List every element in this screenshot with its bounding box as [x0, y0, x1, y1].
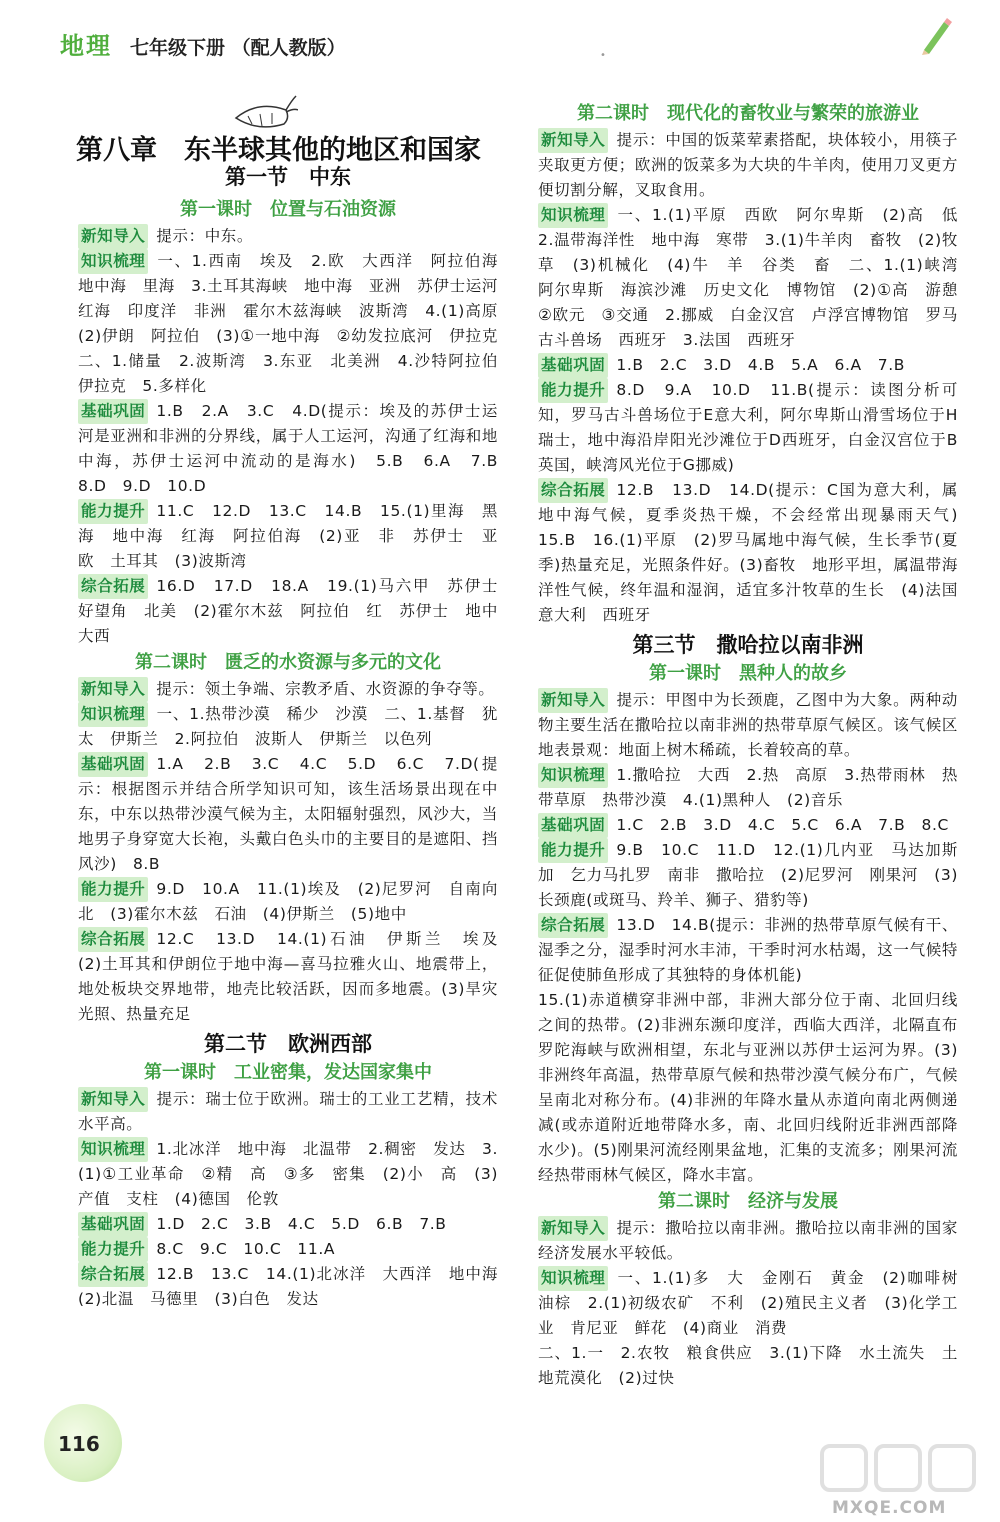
basic-text: 1.A 2.B 3.C 4.C 5.D 6.C 7.D(提示：根据图示并结合所学知识可知，该生活场景出现在中东，中东以热带沙漠气候为主，太阳辐射强烈，风沙大，当地男子身穿宽大长袍，头戴白色头巾的主要目的是遮阳、挡风沙) 8.B: [78, 755, 498, 873]
label-ability: 能力提升: [538, 838, 608, 863]
lesson-title: 第二课时 现代化的畜牧业与繁荣的旅游业: [577, 103, 919, 124]
label-basic: 基础巩固: [78, 399, 148, 424]
ability-text: 8.D 9.A 10.D 11.B(提示：读图分析可知，罗马古斗兽场位于E意大利，阿尔卑斯山滑雪场位于H瑞士，地中海沿岸阳光沙滩位于D西班牙，白金汉宫位于B英国，峡湾风光位于G挪威): [538, 381, 958, 474]
section-title: 第一节 中东: [225, 165, 351, 189]
ability-block: [538, 838, 958, 913]
watermark-text: MXQE.COM: [832, 1498, 947, 1518]
extend-block: [78, 1262, 515, 1312]
ability-text: 8.C 9.C 10.C 11.A: [156, 1240, 336, 1258]
extend-block: [78, 574, 515, 649]
label-extend: 综合拓展: [538, 913, 608, 938]
label-knowledge: 知识梳理: [78, 702, 148, 727]
knowledge-text: 一、1.(1)多 大 金刚石 黄金 (2)咖啡树 油棕 2.(1)初级农矿 不利 (2)殖民主义者 (3)化学工业 肯尼亚 鲜花 (4)商业 消费: [538, 1269, 975, 1337]
header-dot: •: [600, 50, 606, 61]
basic-block: [78, 752, 498, 877]
knowledge-text: 1.撒哈拉 大西 2.热 高原 3.热带雨林 热带草原 热带沙漠 4.(1)黑种人 (2)音乐: [538, 766, 958, 809]
lesson-title: 第一课时 黑种人的故乡: [649, 663, 847, 684]
knowledge-block: [78, 249, 515, 399]
intro-text: 提示：中国的饭菜荤素搭配，块体较小，用筷子夹取更方便；欧洲的饭菜多为大块的牛羊肉，使用刀叉更方便切割分解，叉取食用。: [538, 131, 958, 199]
intro-block: [78, 224, 498, 249]
label-ability: 能力提升: [78, 877, 148, 902]
intro-text: 提示：撒哈拉以南非洲。撒哈拉以南非洲的国家经济发展水平较低。: [538, 1219, 958, 1262]
intro-text: 提示：领土争端、宗教矛盾、水资源的争夺等。: [156, 680, 495, 698]
intro-block: [538, 128, 958, 203]
extend-block: [78, 927, 515, 1027]
basic-text: 1.C 2.B 3.D 4.C 5.C 6.A 7.B 8.C: [616, 816, 949, 834]
label-ability: 能力提升: [78, 1237, 148, 1262]
label-basic: 基础巩固: [78, 1212, 148, 1237]
chapter-title: 第八章 东半球其他的地区和国家: [76, 135, 481, 166]
knowledge-text: 一、1.(1)平原 西欧 阿尔卑斯 (2)高 低 2.温带海洋性 地中海 寒带 3.(1)牛羊肉 畜牧 (2)牧草 (3)机械化 (4)牛 羊 谷类 畜 二、1.(1)峡湾 阿尔卑斯 海滨沙滩 历史文化 博物馆 (2)①高 游憩 ②欧元 ③交通 2.挪威 白金汉宫 卢浮宫博物馆 罗马古斗兽场 西班牙 3.法国 西班牙: [538, 206, 975, 349]
label-ability: 能力提升: [538, 378, 608, 403]
label-knowledge: 知识梳理: [78, 249, 148, 274]
label-extend: 综合拓展: [78, 927, 148, 952]
section-title: 第二节 欧洲西部: [204, 1032, 372, 1056]
knowledge-text: 1.北冰洋 地中海 北温带 2.稠密 发达 3.(1)①工业革命 ②精 高 ③多 密集 (2)小 高 (3)产值 支柱 (4)德国 伦敦: [78, 1140, 498, 1208]
label-intro: 新知导入: [78, 677, 148, 702]
knowledge-block: [538, 203, 975, 353]
knowledge-block: [78, 1137, 498, 1212]
label-knowledge: 知识梳理: [538, 763, 608, 788]
intro-block: [538, 1216, 958, 1266]
label-intro: 新知导入: [538, 128, 608, 153]
label-extend: 综合拓展: [78, 1262, 148, 1287]
ability-block: [78, 499, 515, 574]
lesson-title: 第二课时 匮乏的水资源与多元的文化: [135, 652, 441, 673]
extend-block-continued: 15.(1)赤道横穿非洲中部，非洲大部分位于南、北回归线之间的热带。(2)非洲东濒印度洋，西临大西洋，北隔直布罗陀海峡与欧洲相望，东北与亚洲以苏伊士运河为界。(3)非洲终年高温，热带草原气候和热带沙漠气候分布广，气候呈南北对称分布。(4)非洲的年降水量从赤道向南北两侧递减(或赤道附近地带降水多，南、北回归线附近非洲西部降水少)。(5)刚果河流经刚果盆地，汇集的支流多；刚果河流经热带雨林气候区，降水丰富。: [538, 991, 958, 1184]
label-intro: 新知导入: [538, 688, 608, 713]
knowledge-block: [78, 702, 498, 752]
extend-text: 12.C 13.D 14.(1)石油 伊斯兰 埃及 (2)土耳其和伊朗位于地中海—喜马拉雅火山、地震带上，地处板块交界地带，地壳比较活跃，因而多地震。(3)旱灾 光照、热量充足: [78, 930, 515, 1023]
ability-text: 9.D 10.A 11.(1)埃及 (2)尼罗河 自南向北 (3)霍尔木兹 石油 (4)伊斯兰 (5)地中: [78, 880, 498, 923]
intro-text: 提示：中东。: [156, 227, 254, 245]
label-extend: 综合拓展: [78, 574, 148, 599]
pencil-icon: [918, 16, 952, 56]
extend-text: 13.D 14.B(提示：非洲的热带草原气候有干、湿季之分，湿季时河水丰沛，干季时河水枯竭，这一气候特征促使肺鱼形成了其独特的身体机能): [538, 916, 958, 984]
subject-title: 地理: [60, 32, 112, 60]
knowledge-text: 一、1.西南 埃及 2.欧 大西洋 阿拉伯海 地中海 里海 3.土耳其海峡 地中海 亚洲 苏伊士运河 红海 印度洋 非洲 霍尔木兹海峡 波斯湾 4.(1)高原 (2)伊朗 阿拉伯 (3)①一地中海 ②幼发拉底河 伊拉克 二、1.储量 2.波斯湾 3.东亚 北美洲 4.沙特阿拉伯 伊拉克 5.多样化: [78, 252, 515, 395]
intro-text: 提示：甲图中为长颈鹿，乙图中为大象。两种动物主要生活在撒哈拉以南非洲的热带草原气候区。该气候区地表景观：地面上树木稀疏，长着较高的草。: [538, 691, 958, 759]
ability-text: 9.B 10.C 11.D 12.(1)几内亚 马达加斯加 乞力马扎罗 南非 撒哈拉 (2)尼罗河 刚果河 (3)长颈鹿(或斑马、羚羊、狮子、猎豹等): [538, 841, 958, 909]
page-number: 116: [58, 1432, 100, 1456]
knowledge-block-continued: 二、1.一 2.农牧 粮食供应 3.(1)下降 水土流失 土地荒漠化 (2)过快: [538, 1344, 958, 1387]
basic-block: [78, 1212, 498, 1237]
basic-text: 1.D 2.C 3.B 4.C 5.D 6.B 7.B: [156, 1215, 447, 1233]
ability-block: [78, 1237, 498, 1262]
running-header: [60, 26, 346, 66]
ability-block: [78, 877, 498, 927]
intro-block: [78, 677, 498, 702]
extend-block: [538, 913, 958, 988]
ability-block: [538, 378, 958, 478]
left-column: [78, 160, 515, 1312]
label-extend: 综合拓展: [538, 478, 608, 503]
label-intro: 新知导入: [538, 1216, 608, 1241]
extend-block: [538, 478, 975, 628]
label-knowledge: 知识梳理: [538, 203, 608, 228]
right-column: [538, 100, 975, 1391]
grade-edition: 七年级下册 （配人教版）: [130, 37, 346, 59]
knowledge-block: [538, 763, 958, 813]
ability-text: 11.C 12.D 13.C 14.B 15.(1)里海 黑海 地中海 红海 阿拉伯海 (2)亚 非 苏伊士 亚 欧 土耳其 (3)波斯湾: [78, 502, 515, 570]
extend-text: 16.D 17.D 18.A 19.(1)马六甲 苏伊士 好望角 北美 (2)霍尔木兹 阿拉伯 红 苏伊士 地中 大西: [78, 577, 515, 645]
knowledge-block: [538, 1266, 975, 1341]
lesson-title: 第二课时 经济与发展: [658, 1191, 838, 1212]
knowledge-text: 一、1.热带沙漠 稀少 沙漠 二、1.基督 犹太 伊斯兰 2.阿拉伯 波斯人 伊斯兰 以色列: [78, 705, 498, 748]
label-knowledge: 知识梳理: [78, 1137, 148, 1162]
extend-text: 12.B 13.D 14.D(提示：C国为意大利，属地中海气候，夏季炎热干燥，不会经常出现暴雨天气) 15.B 16.(1)平原 (2)罗马属地中海气候，生长季节(夏季)热量充足，光照条件好。(3)畜牧 地形平坦，属温带海洋性气候，终年温和湿润，适宜多汁牧草的生长 (4)法国 意大利 西班牙: [538, 481, 975, 624]
label-basic: 基础巩固: [538, 353, 608, 378]
intro-block: [78, 1087, 498, 1137]
intro-text: 提示：瑞士位于欧洲。瑞士的工业工艺精，技术水平高。: [78, 1090, 498, 1133]
label-basic: 基础巩固: [538, 813, 608, 838]
basic-block: [538, 353, 958, 378]
basic-block: [538, 813, 958, 838]
section-title: 第三节 撒哈拉以南非洲: [632, 633, 864, 657]
label-intro: 新知导入: [78, 224, 148, 249]
intro-block: [538, 688, 958, 763]
basic-text: 1.B 2.C 3.D 4.B 5.A 6.A 7.B: [616, 356, 905, 374]
label-knowledge: 知识梳理: [538, 1266, 608, 1291]
basic-block: [78, 399, 515, 499]
basic-text: 1.B 2.A 3.C 4.D(提示：埃及的苏伊士运河是亚洲和非洲的分界线，属于人工运河，沟通了红海和地中海，苏伊士运河中流动的是海水) 5.B 6.A 7.B 8.D 9.D 10.D: [78, 402, 515, 495]
label-basic: 基础巩固: [78, 752, 148, 777]
label-ability: 能力提升: [78, 499, 148, 524]
lesson-title: 第一课时 位置与石油资源: [180, 199, 396, 220]
extend-text: 12.B 13.C 14.(1)北冰洋 大西洋 地中海 (2)北温 马德里 (3)白色 发达: [78, 1265, 515, 1308]
label-intro: 新知导入: [78, 1087, 148, 1112]
lesson-title: 第一课时 工业密集，发达国家集中: [144, 1062, 432, 1083]
